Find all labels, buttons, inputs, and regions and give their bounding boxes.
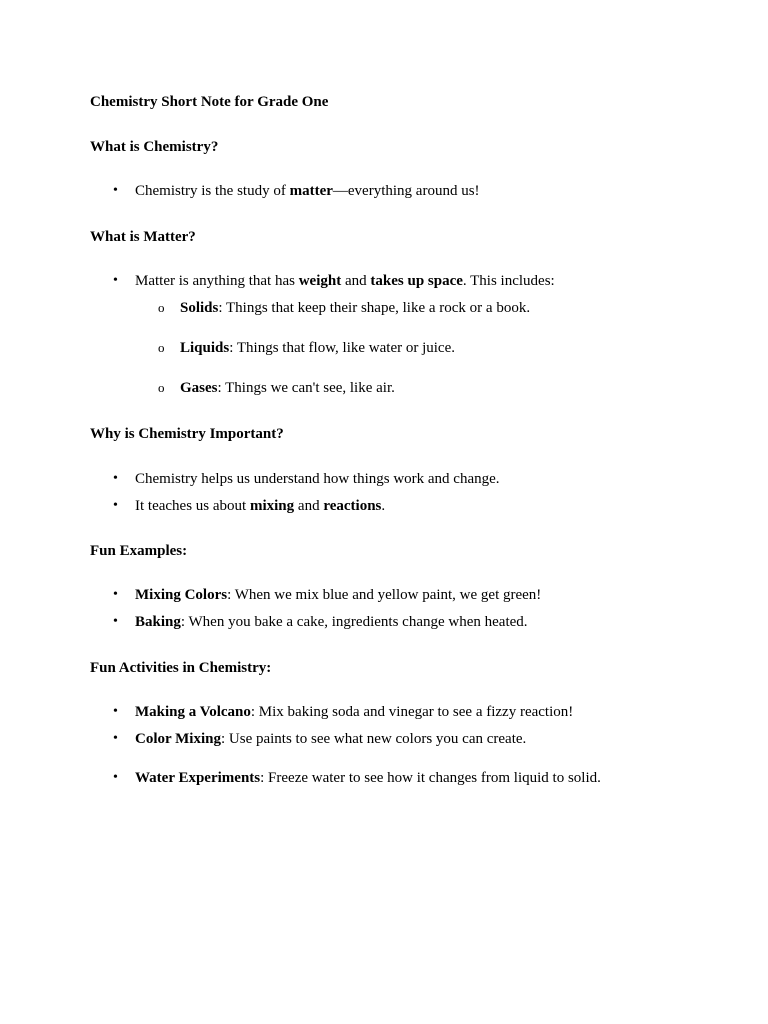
document-title: Chemistry Short Note for Grade One	[90, 94, 329, 110]
sub-bullet-icon: o	[158, 340, 165, 355]
list-item	[135, 497, 385, 515]
list-item	[135, 182, 480, 200]
item-bold-term: Water Experiments	[135, 770, 261, 786]
item-text: : Things we can't see, like air.	[217, 380, 395, 396]
item-bold-term: mixing	[249, 498, 295, 514]
list-item	[135, 586, 541, 604]
bullet-icon: •	[113, 498, 118, 513]
item-text: —everything around us!	[332, 183, 480, 199]
item-bold-term: Mixing Colors	[135, 587, 228, 603]
list-item: Chemistry helps us understand how things work and change.	[135, 471, 500, 487]
item-text: : When you bake a cake, ingredients change when heated.	[180, 614, 528, 630]
item-bold-term: matter	[289, 183, 333, 199]
list-item	[135, 769, 601, 787]
item-bold-term: Solids	[180, 300, 219, 316]
item-text: Chemistry is the study of	[135, 183, 290, 199]
item-text: : When we mix blue and yellow paint, we get green!	[227, 587, 542, 603]
section-heading-what-is-chemistry: What is Chemistry?	[90, 139, 219, 155]
sub-bullet-icon: o	[158, 380, 165, 395]
item-text: and	[341, 273, 371, 289]
section-heading-what-is-matter: What is Matter?	[90, 229, 196, 245]
sub-list-item-solids	[180, 299, 530, 317]
list-item	[135, 272, 555, 290]
list-item	[135, 703, 573, 721]
bullet-icon: •	[113, 614, 118, 629]
item-bold-term: Liquids	[180, 340, 230, 356]
bullet-icon: •	[113, 731, 118, 746]
sub-bullet-icon: o	[158, 300, 165, 315]
item-text: : Things that flow, like water or juice.	[229, 340, 455, 356]
item-bold-term: reactions	[323, 498, 382, 514]
section-heading-fun-examples: Fun Examples:	[90, 543, 188, 559]
item-bold-term: Gases	[180, 380, 218, 396]
item-bold-term: Color Mixing	[135, 731, 221, 747]
item-text: Matter is anything that has	[135, 273, 299, 289]
bullet-icon: •	[113, 183, 118, 198]
item-bold-term: Making a Volcano	[135, 704, 251, 720]
section-heading-fun-activities: Fun Activities in Chemistry:	[90, 660, 272, 676]
bullet-icon: •	[113, 273, 118, 288]
item-text: : Mix baking soda and vinegar to see a fizzy reaction!	[250, 704, 574, 720]
sub-list-item-gases	[180, 379, 395, 397]
list-item	[135, 613, 528, 631]
item-text: : Freeze water to see how it changes from liquid to solid.	[260, 770, 601, 786]
item-bold-term: Baking	[135, 614, 181, 630]
item-text: : Use paints to see what new colors you can create.	[220, 731, 527, 747]
bullet-icon: •	[113, 587, 118, 602]
item-bold-term: takes up space	[370, 273, 463, 289]
sub-list-item-liquids	[180, 339, 455, 357]
item-text: . This includes:	[462, 273, 555, 289]
bullet-icon: •	[113, 704, 118, 719]
item-text: .	[381, 498, 386, 514]
bullet-icon: •	[113, 471, 118, 486]
item-text: It teaches us about	[135, 498, 250, 514]
item-bold-term: weight	[298, 273, 342, 289]
item-text: : Things that keep their shape, like a rock or a book.	[218, 300, 531, 316]
item-text: and	[294, 498, 324, 514]
list-item	[135, 730, 526, 748]
section-heading-why-important: Why is Chemistry Important?	[90, 426, 284, 442]
bullet-icon: •	[113, 770, 118, 785]
